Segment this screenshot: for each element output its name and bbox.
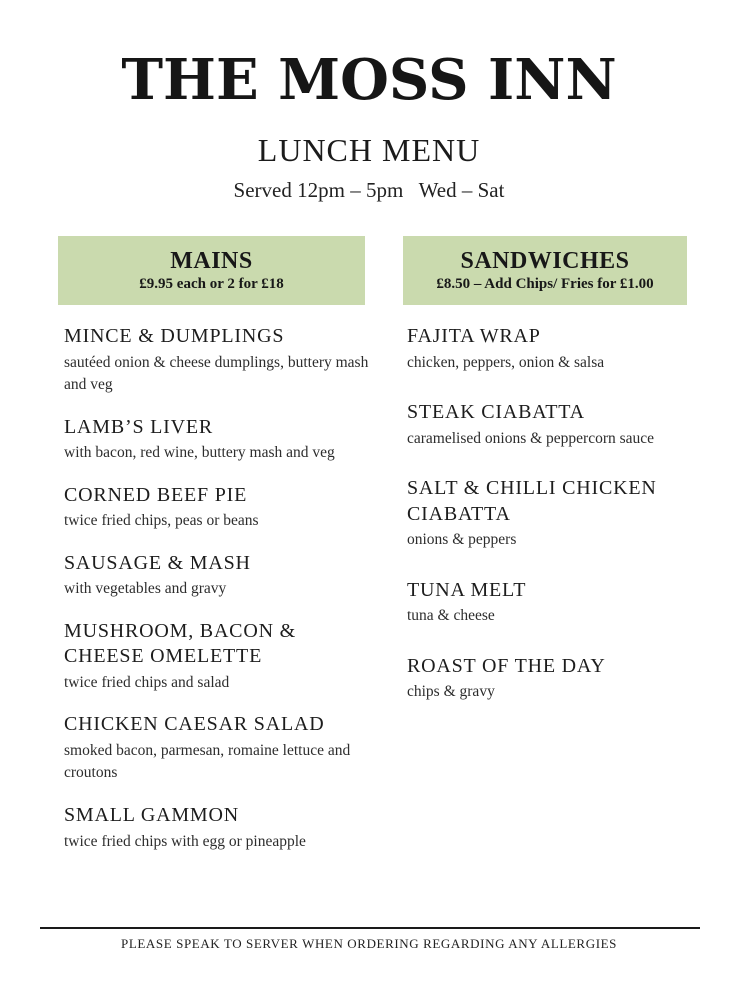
menu-item-steak-ciabatta — [407, 400, 699, 450]
menu-item-sausage-mash — [64, 551, 382, 601]
menu-item-mince-dumplings — [64, 324, 382, 397]
sandwiches-price-note: £8.50 – Add Chips/ Fries for £1.00 — [436, 276, 654, 293]
item-description: onions & peppers — [407, 531, 517, 549]
item-description: twice fried chips and salad — [64, 673, 230, 691]
item-name: MINCE & DUMPLINGS — [64, 325, 285, 347]
item-description: twice fried chips, peas or beans — [64, 512, 259, 530]
menu-item-salt-chilli-chicken-ciabatta — [407, 476, 699, 552]
item-name: SMALL GAMMON — [64, 803, 239, 826]
mains-price-note: £9.95 each or 2 for £18 — [139, 276, 284, 293]
restaurant-name: THE MOSS INN — [121, 47, 617, 113]
menu-title: LUNCH MENU — [257, 132, 481, 168]
menu-item-small-gammon — [64, 803, 382, 853]
allergies-notice: PLEASE SPEAK TO SERVER WHEN ORDERING REGARDING ANY ALLERGIES — [121, 936, 617, 951]
mains-section-header — [58, 236, 365, 305]
item-description: chips & gravy — [407, 683, 495, 701]
item-description: smoked bacon, parmesan, romaine lettuce and croutons — [64, 741, 351, 782]
menu-item-roast-of-the-day — [407, 654, 699, 704]
sandwiches-section-header — [403, 236, 687, 305]
sandwiches-item-list — [407, 324, 699, 730]
item-description: tuna & cheese — [407, 607, 495, 625]
item-name: ROAST OF THE DAY — [407, 654, 606, 677]
mains-item-list — [64, 324, 382, 871]
item-name: CORNED BEEF PIE — [64, 483, 248, 506]
item-name: CHICKEN CAESAR SALAD — [64, 713, 325, 736]
menu-item-fajita-wrap — [407, 324, 699, 374]
item-name: SAUSAGE & MASH — [64, 551, 251, 574]
item-description: chicken, peppers, onion & salsa — [407, 353, 605, 371]
item-description: with bacon, red wine, buttery mash and veg — [64, 444, 335, 462]
menu-item-chicken-caesar-salad — [64, 712, 382, 785]
item-name: STEAK CIABATTA — [407, 401, 585, 424]
item-name: TUNA MELT — [407, 578, 527, 601]
mains-section-title: MAINS — [170, 248, 253, 275]
item-description: with vegetables and gravy — [64, 580, 227, 598]
item-description: twice fried chips with egg or pineapple — [64, 832, 306, 850]
item-description: caramelised onions & peppercorn sauce — [407, 429, 655, 447]
serving-times: Served 12pm – 5pm Wed – Sat — [233, 178, 505, 202]
item-name: SALT & CHILLI CHICKEN CIABATTA — [407, 477, 657, 525]
menu-item-corned-beef-pie — [64, 483, 382, 533]
divider-line — [40, 927, 700, 929]
item-name: LAMB’S LIVER — [64, 415, 214, 438]
menu-item-lambs-liver — [64, 415, 382, 465]
item-name: MUSHROOM, BACON & CHEESE OMELETTE — [64, 619, 296, 668]
item-description: sautéed onion & cheese dumplings, buttery mash and veg — [64, 353, 369, 394]
menu-item-tuna-melt — [407, 578, 699, 628]
menu-item-mushroom-bacon-cheese-omelette — [64, 619, 382, 695]
item-name: FAJITA WRAP — [407, 325, 541, 347]
sandwiches-section-title: SANDWICHES — [460, 248, 630, 275]
